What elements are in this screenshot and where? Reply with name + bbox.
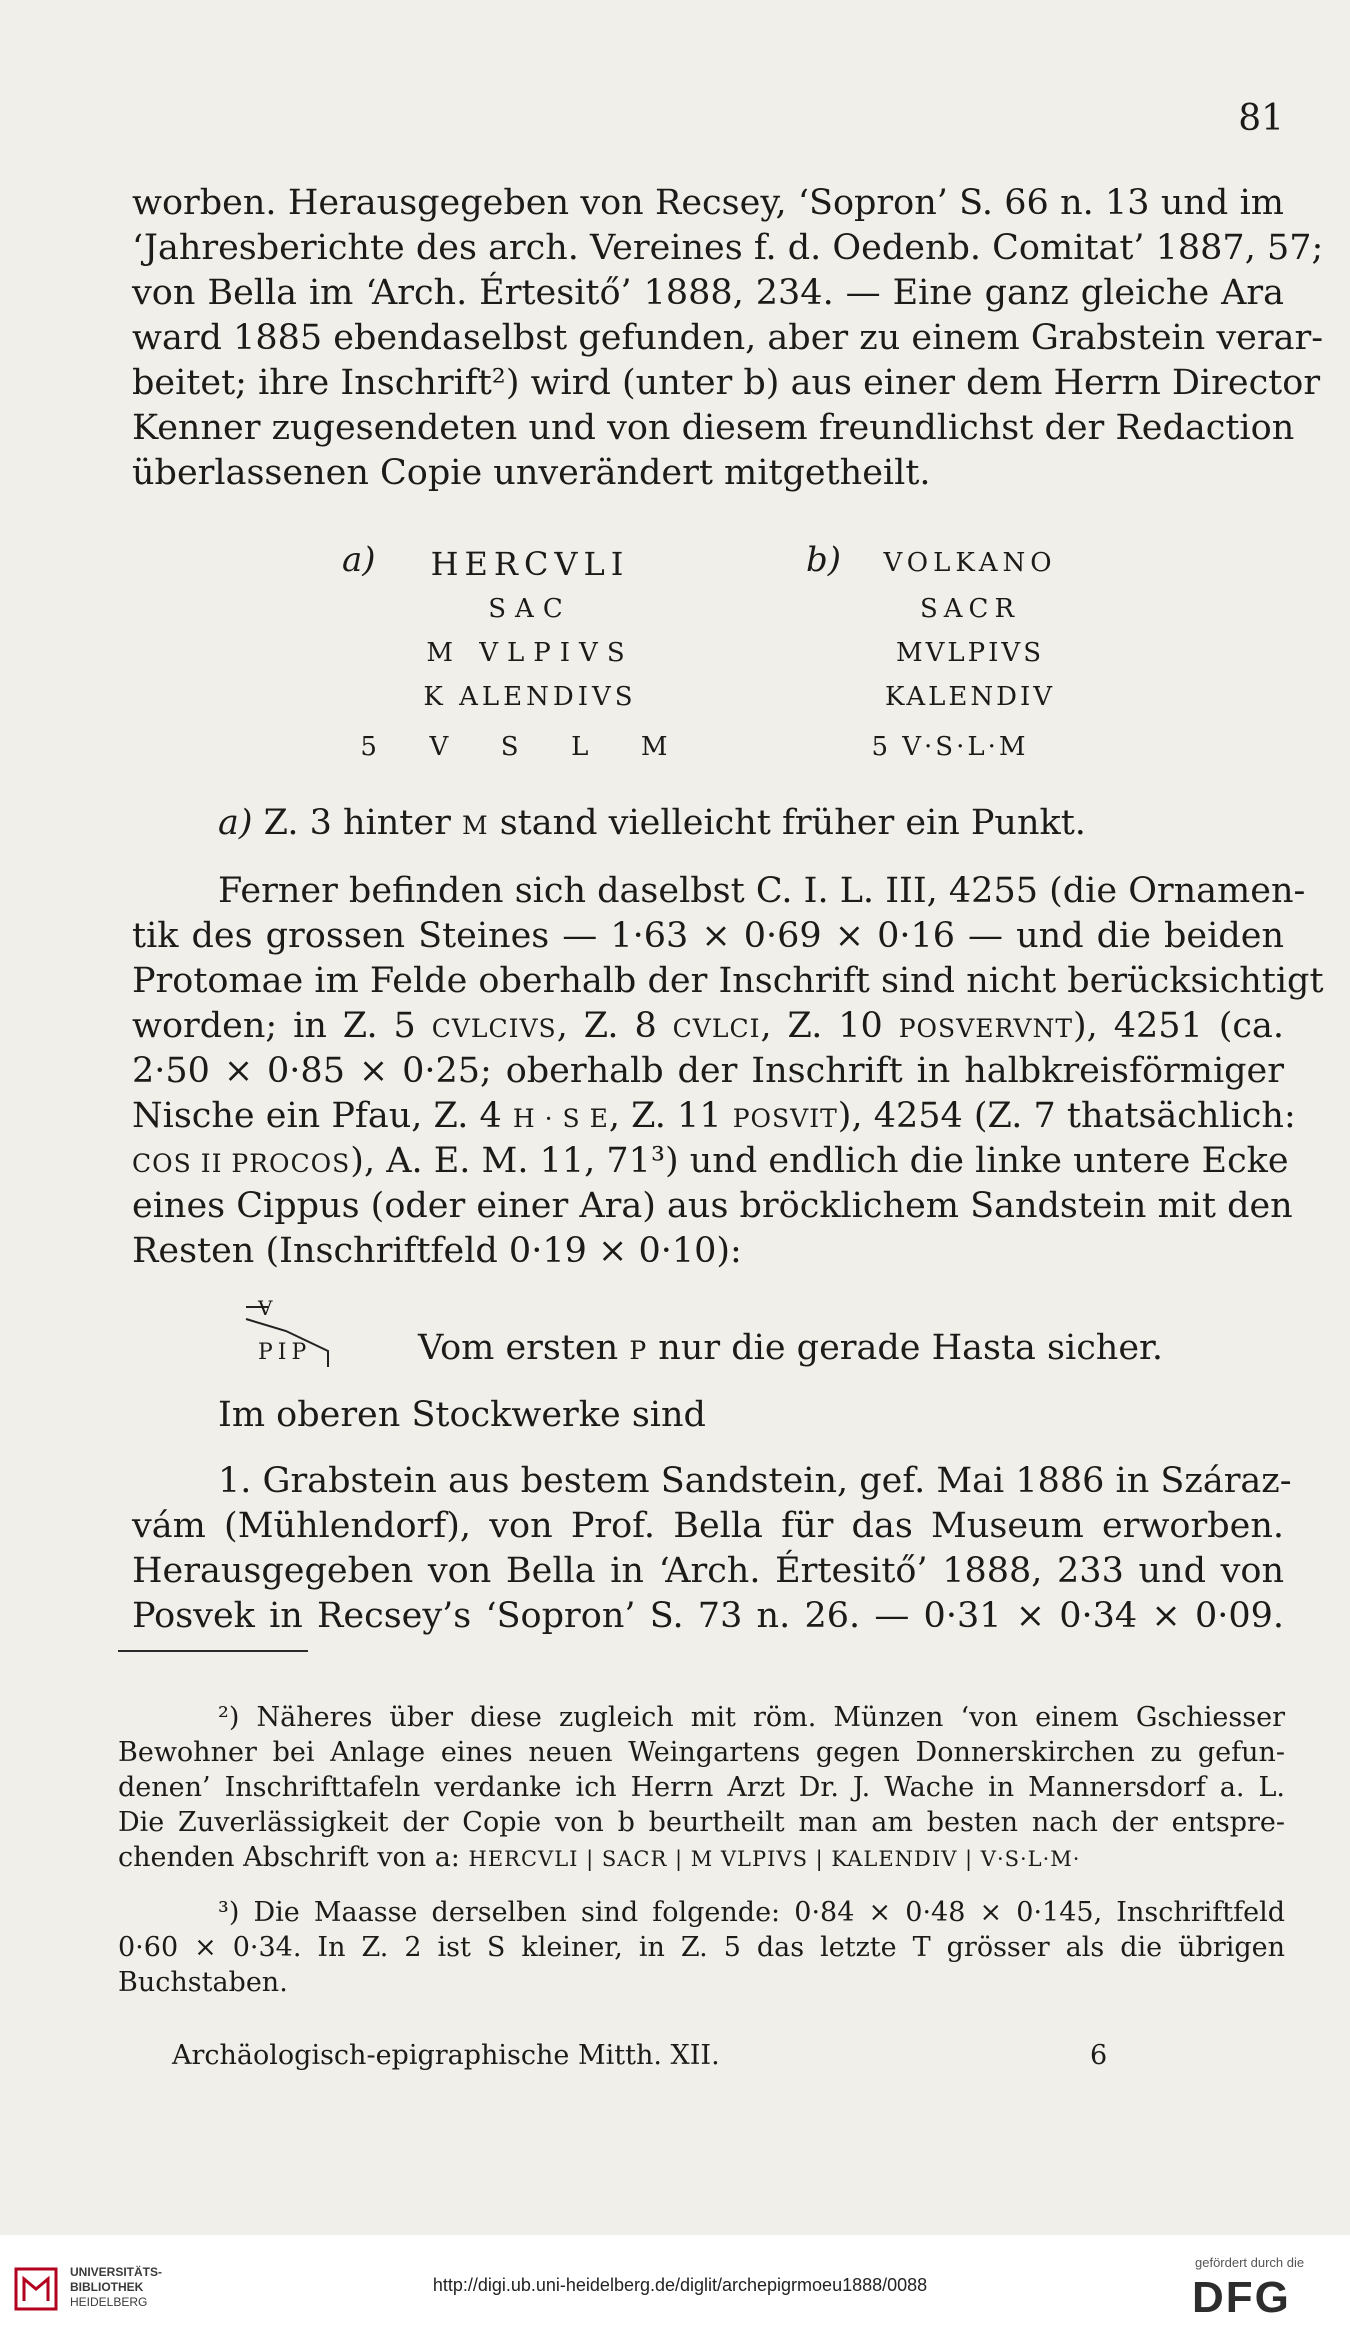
inscription-a-line: K ALENDIVS	[423, 682, 637, 712]
text-line	[132, 1003, 1284, 1049]
footer-bar	[0, 2235, 1350, 2338]
inscription-a-line: 5 V S L M	[360, 732, 680, 762]
smallcaps-span: POSVIT	[732, 1104, 838, 1133]
footnote-line: ³) Die Maasse derselben sind folgende: 0·84 × 0·48 × 0·145, Inschriftfeld	[218, 1897, 1285, 1928]
fragment-note-text: nur die gerade Hasta sicher.	[658, 1328, 1164, 1368]
footnote-line: Bewohner bei Anlage eines neuen Weingartens gegen Donnerskirchen zu gefun-	[118, 1737, 1285, 1768]
fragment-note-smallcaps: P	[629, 1336, 648, 1365]
text-line: Resten (Inschriftfeld 0·19 × 0·10):	[132, 1231, 742, 1271]
inscription-b-line: VOLKANO	[883, 548, 1057, 578]
inscription-b-line: SACR	[919, 594, 1021, 624]
text-span: worden; in Z. 5	[132, 1006, 416, 1046]
text-line: tik des grossen Steines — 1·63 × 0·69 × 0·16 — und die beiden	[132, 916, 1284, 956]
footnote-line: ²) Näheres über diese zugleich mit röm. Münzen ‘von einem Gschiesser	[218, 1702, 1285, 1733]
inscription-b-line: KALENDIV	[884, 682, 1056, 712]
signature-mark: 6	[1090, 2040, 1108, 2071]
permalink-url[interactable]: http://digi.ub.uni-heidelberg.de/diglit/archepigrmoeu1888/0088	[432, 2275, 928, 2295]
library-name	[70, 2265, 162, 2310]
text-line: eines Cippus (oder einer Ara) aus bröcklichem Sandstein mit den	[132, 1186, 1293, 1226]
fragment-top: V	[258, 1296, 273, 1320]
journal-title: Archäologisch-epigraphische Mitth. XII.	[172, 2040, 720, 2071]
footnote-line: 0·60 × 0·34. In Z. 2 ist S kleiner, in Z. 5 das letzte T grösser als die übrigen	[118, 1932, 1285, 1963]
footnote-line: Die Zuverlässigkeit der Copie von b beurtheilt man am besten nach der entspre-	[118, 1807, 1285, 1838]
section-heading: Im oberen Stockwerke sind	[218, 1395, 706, 1435]
inscription-note	[218, 800, 1284, 846]
text-line: von Bella im ‘Arch. Értesitő’ 1888, 234. — Eine ganz gleiche Ara	[132, 273, 1284, 313]
funded-by-label: gefördert durch die	[1195, 2255, 1305, 2270]
text-line	[132, 1093, 1296, 1139]
text-line: Ferner befinden sich daselbst C. I. L. III, 4255 (die Ornamen-	[218, 871, 1306, 911]
library-name-line: UNIVERSITÄTS-	[70, 2265, 163, 2279]
note-text: stand vielleicht früher ein Punkt.	[499, 803, 1086, 843]
library-name-line: BIBLIOTHEK	[70, 2280, 144, 2294]
footnote-line: Buchstaben.	[118, 1967, 288, 1998]
text-span: Nische ein Pfau, Z. 4	[132, 1096, 502, 1136]
inscription-a-line: SAC	[488, 594, 572, 624]
inscription-a-label: a)	[342, 540, 376, 580]
footnote-text: chenden Abschrift von a:	[118, 1842, 460, 1873]
text-line: Herausgegeben von Bella in ‘Arch. Értesitő’ 1888, 233 und von	[132, 1551, 1284, 1591]
note-label: a)	[218, 803, 253, 843]
dfg-logo[interactable]: DFG	[1192, 2273, 1291, 2322]
text-span: ), A. E. M. 11, 71³) und endlich die linke untere Ecke	[350, 1141, 1289, 1181]
note-text: Z. 3 hinter	[263, 803, 451, 843]
inscription-a-line: HERCVLI	[430, 545, 630, 583]
page-number: 81	[1238, 98, 1284, 139]
footnote-line: denen’ Inschrifttafeln verdanke ich Herrn Arzt Dr. J. Wache in Mannersdorf a. L.	[118, 1772, 1285, 1803]
library-name-line: HEIDELBERG	[70, 2295, 148, 2309]
smallcaps-span: COS II PROCOS	[132, 1149, 351, 1178]
text-line: 2·50 × 0·85 × 0·25; oberhalb der Inschrift in halbkreisförmiger	[132, 1051, 1284, 1091]
inscription-a-line: M VLPIVS	[426, 638, 634, 668]
text-span: ), 4251 (ca.	[1073, 1006, 1284, 1046]
fragment-note-text: Vom ersten	[418, 1328, 619, 1368]
text-span: ), 4254 (Z. 7 thatsächlich:	[837, 1096, 1296, 1136]
text-span: , Z. 11	[608, 1096, 722, 1136]
text-span: , Z. 8	[556, 1006, 657, 1046]
fragment-bottom: PIP	[258, 1340, 312, 1365]
footnote-smallcaps: HERCVLI | SACR | M VLPIVS | KALENDIV | V·S·L·M·	[468, 1847, 1081, 1871]
text-line: ‘Jahresberichte des arch. Vereines f. d. Oedenb. Comitat’ 1887, 57;	[132, 228, 1324, 268]
university-library-logo[interactable]	[14, 2267, 58, 2315]
text-line: überlassenen Copie unverändert mitgetheilt.	[132, 453, 931, 493]
text-line: worben. Herausgegeben von Recsey, ‘Sopron’ S. 66 n. 13 und im	[132, 183, 1284, 223]
text-line: Kenner zugesendeten und von diesem freundlichst der Redaction	[132, 408, 1295, 448]
fragment-note	[418, 1325, 1278, 1371]
text-line: beitet; ihre Inschrift²) wird (unter b) aus einer dem Herrn Director	[132, 363, 1321, 403]
text-span: , Z. 10	[760, 1006, 883, 1046]
note-smallcaps: M	[461, 811, 489, 840]
text-line: vám (Mühlendorf), von Prof. Bella für das Museum erworben.	[132, 1506, 1284, 1546]
footnote-rule	[118, 1650, 308, 1652]
text-line: 1. Grabstein aus bestem Sandstein, gef. Mai 1886 in Száraz-	[218, 1461, 1292, 1501]
smallcaps-span: H · S E	[512, 1104, 609, 1133]
text-line: ward 1885 ebendaselbst gefunden, aber zu einem Grabstein verar-	[132, 318, 1324, 358]
inscription-b-line: MVLPIVS	[895, 638, 1045, 668]
library-logo-icon	[14, 2267, 58, 2311]
text-line	[132, 1138, 1289, 1184]
smallcaps-span: POSVERVNT	[898, 1014, 1074, 1043]
text-line: Protomae im Felde oberhalb der Inschrift sind nicht berücksichtigt	[132, 961, 1324, 1001]
smallcaps-span: CVLCI	[672, 1014, 761, 1043]
text-line: Posvek in Recsey’s ‘Sopron’ S. 73 n. 26. — 0·31 × 0·34 × 0·09.	[132, 1596, 1284, 1636]
footnote-line	[118, 1840, 1285, 1875]
inscription-b-label: b)	[806, 540, 842, 580]
smallcaps-span: CVLCIVS	[431, 1014, 557, 1043]
inscription-b-line: 5 V·S·L·M	[871, 732, 1029, 762]
